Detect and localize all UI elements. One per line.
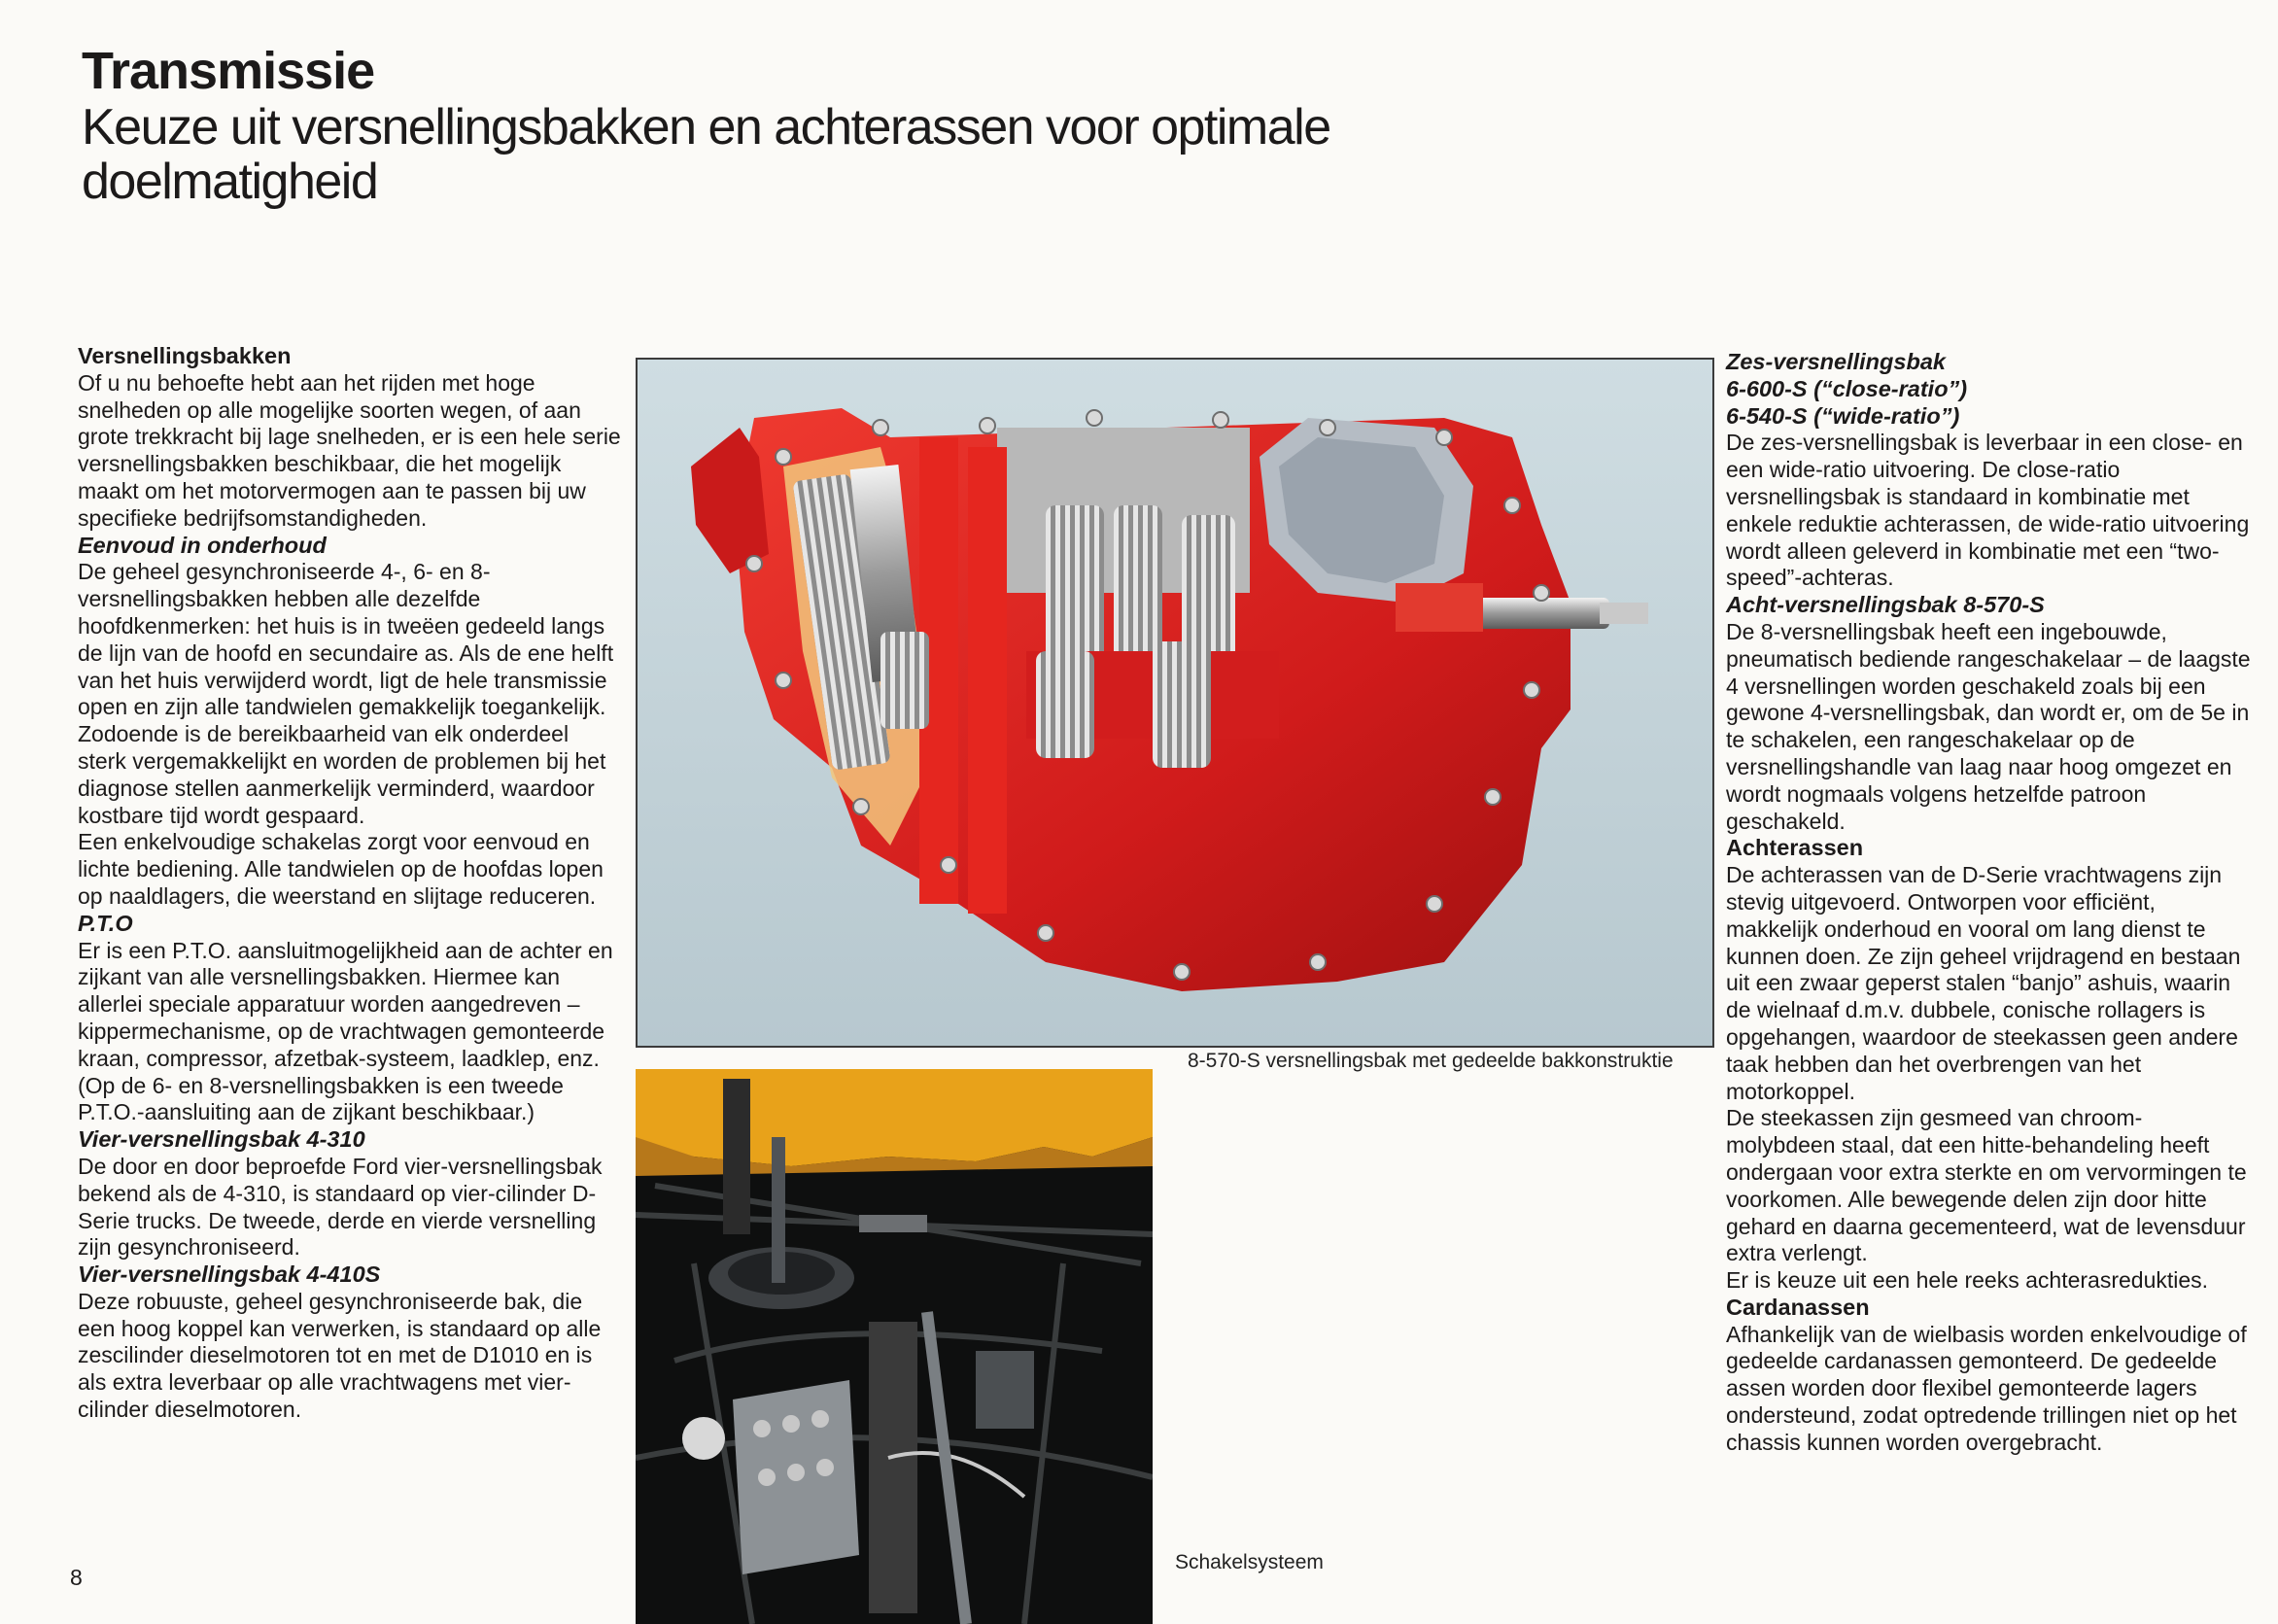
subheading: Acht-versnellingsbak 8-570-S <box>1726 592 2045 618</box>
paragraph: De zes-versnellingsbak is leverbaar in een close- en een wide-ratio uitvoering. De close-ratio versnellingsbak is standaard in kombinatie met enkele reduktie achterassen, de wide-ratio uitvoering wordt alleen geleverd in kombinatie met een “two-speed”-achteras. <box>1726 430 2250 591</box>
section-heading: Achterassen <box>1726 835 1864 861</box>
paragraph: De steekassen zijn gesmeed van chroom-molybdeen staal, dat een hitte-behandeling heeft ondergaan voor extra sterkte en om vervormingen te voorkomen. Alle bewegende delen zijn door hitte gehard en daarna gecementeerd, wat de levensduur extra verlengt. <box>1726 1105 2247 1266</box>
paragraph: De achterassen van de D-Serie vrachtwagens zijn stevig uitgevoerd. Ontworpen voor efficiënt, makkelijk onderhoud en vooral om lang dienst te kunnen doen. Ze zijn geheel vrijdragend en bestaan uit een zwaar geperst stalen “banjo” ashuis, waarin de wielnaaf d.m.v. dubbele, conische rollagers is opgehangen, waardoor de steekassen geen andere taak hebben dan het overbrengen van het motorkoppel. <box>1726 862 2241 1104</box>
section-heading: Cardanassen <box>1726 1294 1870 1320</box>
shift-system-caption: Schakelsysteem <box>1175 1551 1324 1573</box>
paragraph: De 8-versnellingsbak heeft een ingebouwde, pneumatisch bediende rangeschakelaar – de laagste 4 versnellingen worden geschakeld zoals bij een gewone 4-versnellingsbak, dan wordt er, om de 5e in te schakelen, een rangeschakelaar op de versnellingshandle van laag naar hoog omgezet en wordt nogmaals volgens hetzelfde patroon geschakeld. <box>1726 618 2251 834</box>
page-subtitle-line-2: doelmatigheid <box>82 154 378 210</box>
paragraph: Of u nu behoefte hebt aan het rijden met hoge snelheden op alle mogelijke soorten wegen, of aan grote trekkracht bij lage snelheden, er is een hele serie versnellingsbakken beschikbaar, die het mogelijk maakt om het motorvermogen aan te passen bij uw specifieke bedrijfsomstandigheden. <box>78 369 621 531</box>
paragraph: Deze robuuste, geheel gesynchroniseerde bak, die een hoog koppel kan verwerken, is standaard op alle zescilinder dieselmotoren tot en met de D1010 en is als extra leverbaar op alle vrachtwagens met vier-cilinder dieselmotoren. <box>78 1288 602 1423</box>
subheading: P.T.O <box>78 910 133 936</box>
subheading: Eenvoud in onderhoud <box>78 532 327 558</box>
paragraph: Afhankelijk van de wielbasis worden enkelvoudige of gedeelde cardanassen gemonteerd. De gedeelde assen worden door flexibel gemonteerde lagers ondersteund, zodat optredende trillingen niet op het chassis kunnen worden overgebracht. <box>1726 1321 2247 1455</box>
title-block <box>82 41 1539 210</box>
paragraph: Een enkelvoudige schakelas zorgt voor eenvoud en lichte bediening. Alle tandwielen op de hoofdas lopen op naaldlagers, die weerstand en slijtage reduceren. <box>78 829 604 909</box>
shift-system-illustration <box>636 1069 1153 1624</box>
gearbox-photo <box>636 358 1714 1048</box>
subheading: 6-600-S (“close-ratio”) <box>1726 375 1968 401</box>
paragraph: Er is een P.T.O. aansluitmogelijkheid aan de achter en zijkant van alle versnellingsbakken. Hiermee kan allerlei speciale apparatuur worden aangedreven – kippermechanisme, op de vrachtwagen gemonteerde kraan, compressor, afzetbak-systeem, laadklep, enz. (Op de 6- en 8-versnellingsbakken is een tweede P.T.O.-aansluiting aan de zijkant beschikbaar.) <box>78 937 613 1125</box>
subheading: Zes-versnellingsbak <box>1726 349 1946 374</box>
paragraph: Er is keuze uit een hele reeks achterasredukties. <box>1726 1267 2209 1294</box>
left-text-column <box>78 343 622 1424</box>
gearbox-illustration <box>638 360 1712 1046</box>
section-heading: Versnellingsbakken <box>78 343 292 368</box>
paragraph: De geheel gesynchroniseerde 4-, 6- en 8-versnellingsbakken hebben alle dezelfde hoofdkenmerken: het huis is in tweëen gedeeld langs de lijn van de hoofd en secundaire as. Als de ene helft van het huis verwijderd wordt, ligt de hele transmissie open en zijn alle tandwielen gemakkelijk toegankelijk. Zodoende is de bereikbaarheid van elk onderdeel sterk vergemakkelijkt en worden de problemen bij het diagnose stellen aanmerkelijk verminderd, waardoor kostbare tijd wordt gespaard. <box>78 559 614 828</box>
subheading: Vier-versnellingsbak 4-310 <box>78 1126 365 1153</box>
paragraph: De door en door beproefde Ford vier-versnellingsbak bekend als de 4-310, is standaard op vier-cilinder D-Serie trucks. De tweede, derde en vierde versnelling zijn gesynchroniseerd. <box>78 1153 603 1261</box>
shift-system-photo <box>636 1069 1153 1624</box>
right-text-column <box>1726 349 2251 1457</box>
subheading: 6-540-S (“wide-ratio”) <box>1726 402 1960 429</box>
page-title: Transmissie <box>82 42 375 100</box>
page-subtitle-line-1: Keuze uit versnellingsbakken en achterassen voor optimale <box>82 99 1330 155</box>
subheading: Vier-versnellingsbak 4-410S <box>78 1261 381 1288</box>
gearbox-caption: 8-570-S versnellingsbak met gedeelde bakkonstruktie <box>1188 1050 1674 1072</box>
page-number: 8 <box>70 1565 83 1590</box>
